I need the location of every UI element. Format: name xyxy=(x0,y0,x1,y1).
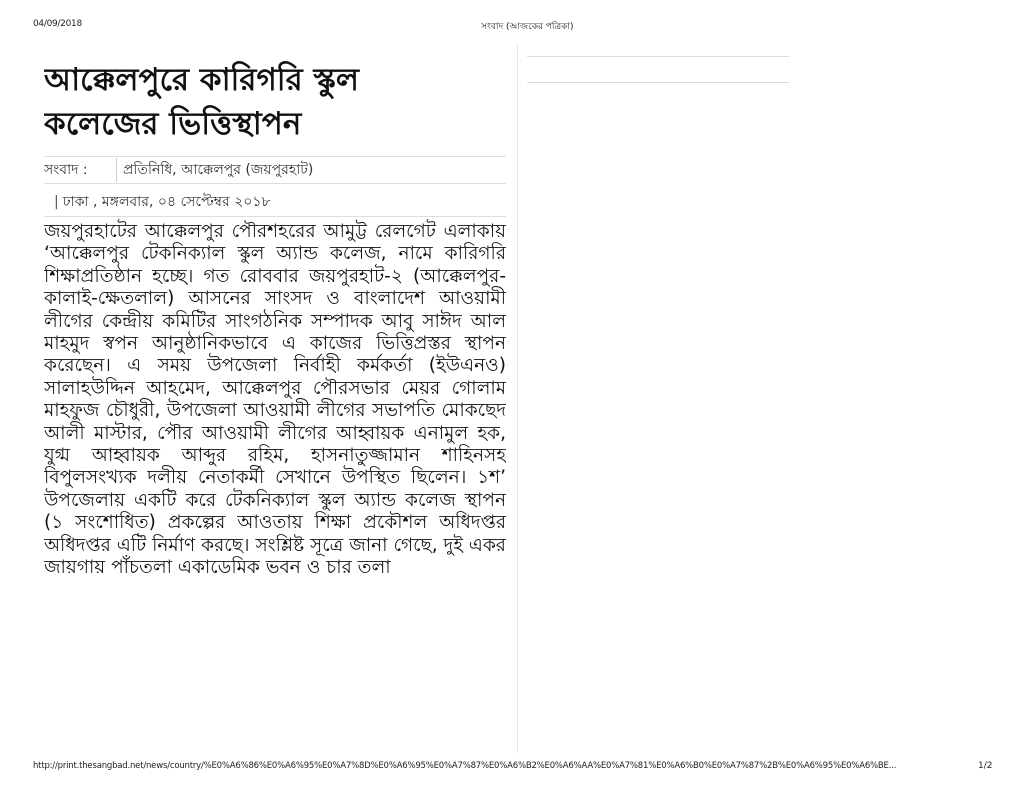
date-divider: | xyxy=(54,194,59,210)
headline-line-2: কলেজের ভিত্তিস্থাপন xyxy=(44,106,302,142)
article-column xyxy=(44,52,506,580)
sidebar-divider xyxy=(527,56,789,57)
source-label: সংবাদ : xyxy=(44,162,88,178)
article-body: জয়পুরহাটের আক্কেলপুর পৌরশহরের আমুট্ট রেলগেট এলাকায় ‘আক্কেলপুর টেকনিক্যাল স্কুল অ্যান্ড কলেজ, নামে কারিগরি শিক্ষাপ্রতিষ্ঠান হচ্ছে। গত রোববার জয়পুরহাট-২ (আক্কেলপুর-কালাই-ক্ষেতলাল) আসনের সাংসদ ও বাংলাদেশ আওয়ামী লীগের কেন্দ্রীয় কমিটির সাংগঠনিক সম্পাদক আবু সাঈদ আল মাহমুদ স্বপন আনুষ্ঠানিকভাবে এ কাজের ভিত্তিপ্রস্তর স্থাপন করেছেন। এ সময় উপজেলা নির্বাহী কর্মকর্তা (ইউএনও) সালাহউদ্দিন আহমেদ, আক্কেলপুর পৌরসভার মেয়র গোলাম মাহফুজ চৌধুরী, উপজেলা আওয়ামী লীগের সভাপতি মোকছেদ আলী মাস্টার, পৌর আওয়ামী লীগের আহ্বায়ক এনামুল হক, যুগ্ম আহ্বায়ক আব্দুর রহিম, হাসনাতুজ্জামান শাহিনসহ বিপুলসংখ্যক দলীয় নেতাকর্মী সেখানে উপস্থিত ছিলেন। ১শ’ উপজেলায় একটি করে টেকনিক্যাল স্কুল অ্যান্ড কলেজ স্থাপন (১ সংশোধিত) প্রকল্পের আওতায় শিক্ষা প্রকৌশল অধিদপ্তর অধিদপ্তর এটি নির্মাণ করছে। সংশ্লিষ্ট সূত্রে জানা গেছে, দুই একর জায়গায় পাঁচতলা একাডেমিক ভবন ও চার তলা xyxy=(44,216,506,580)
date-row xyxy=(44,183,506,214)
print-date: 04/09/2018 xyxy=(33,19,82,29)
print-page-number: 1/2 xyxy=(978,761,993,771)
column-divider xyxy=(517,45,518,753)
print-header-title: সংবাদ (আজকের পত্রিকা) xyxy=(481,22,574,32)
article-headline xyxy=(44,58,506,146)
source-value: প্রতিনিধি, আক্কেলপুর (জয়পুরহাট) xyxy=(123,162,314,178)
sidebar-divider xyxy=(527,82,789,83)
headline-line-1: আক্কেলপুরে কারিগরি স্কুল xyxy=(44,62,359,98)
print-footer-url: http://print.thesangbad.net/news/country/%E0%A6%86%E0%A6%95%E0%A7%8D%E0%A6%95%E0%A7%87%E0%A6%B2%E0%A6%AA%E0%A7%81%E0%A6%B0%E0%A7%87%2B%E0%A6%95%E0%A6%BE... xyxy=(33,761,897,771)
article-date: ঢাকা , মঙ্গলবার, ০৪ সেপ্টেম্বর ২০১৮ xyxy=(62,194,271,210)
source-divider xyxy=(116,158,117,182)
source-row xyxy=(44,156,506,183)
